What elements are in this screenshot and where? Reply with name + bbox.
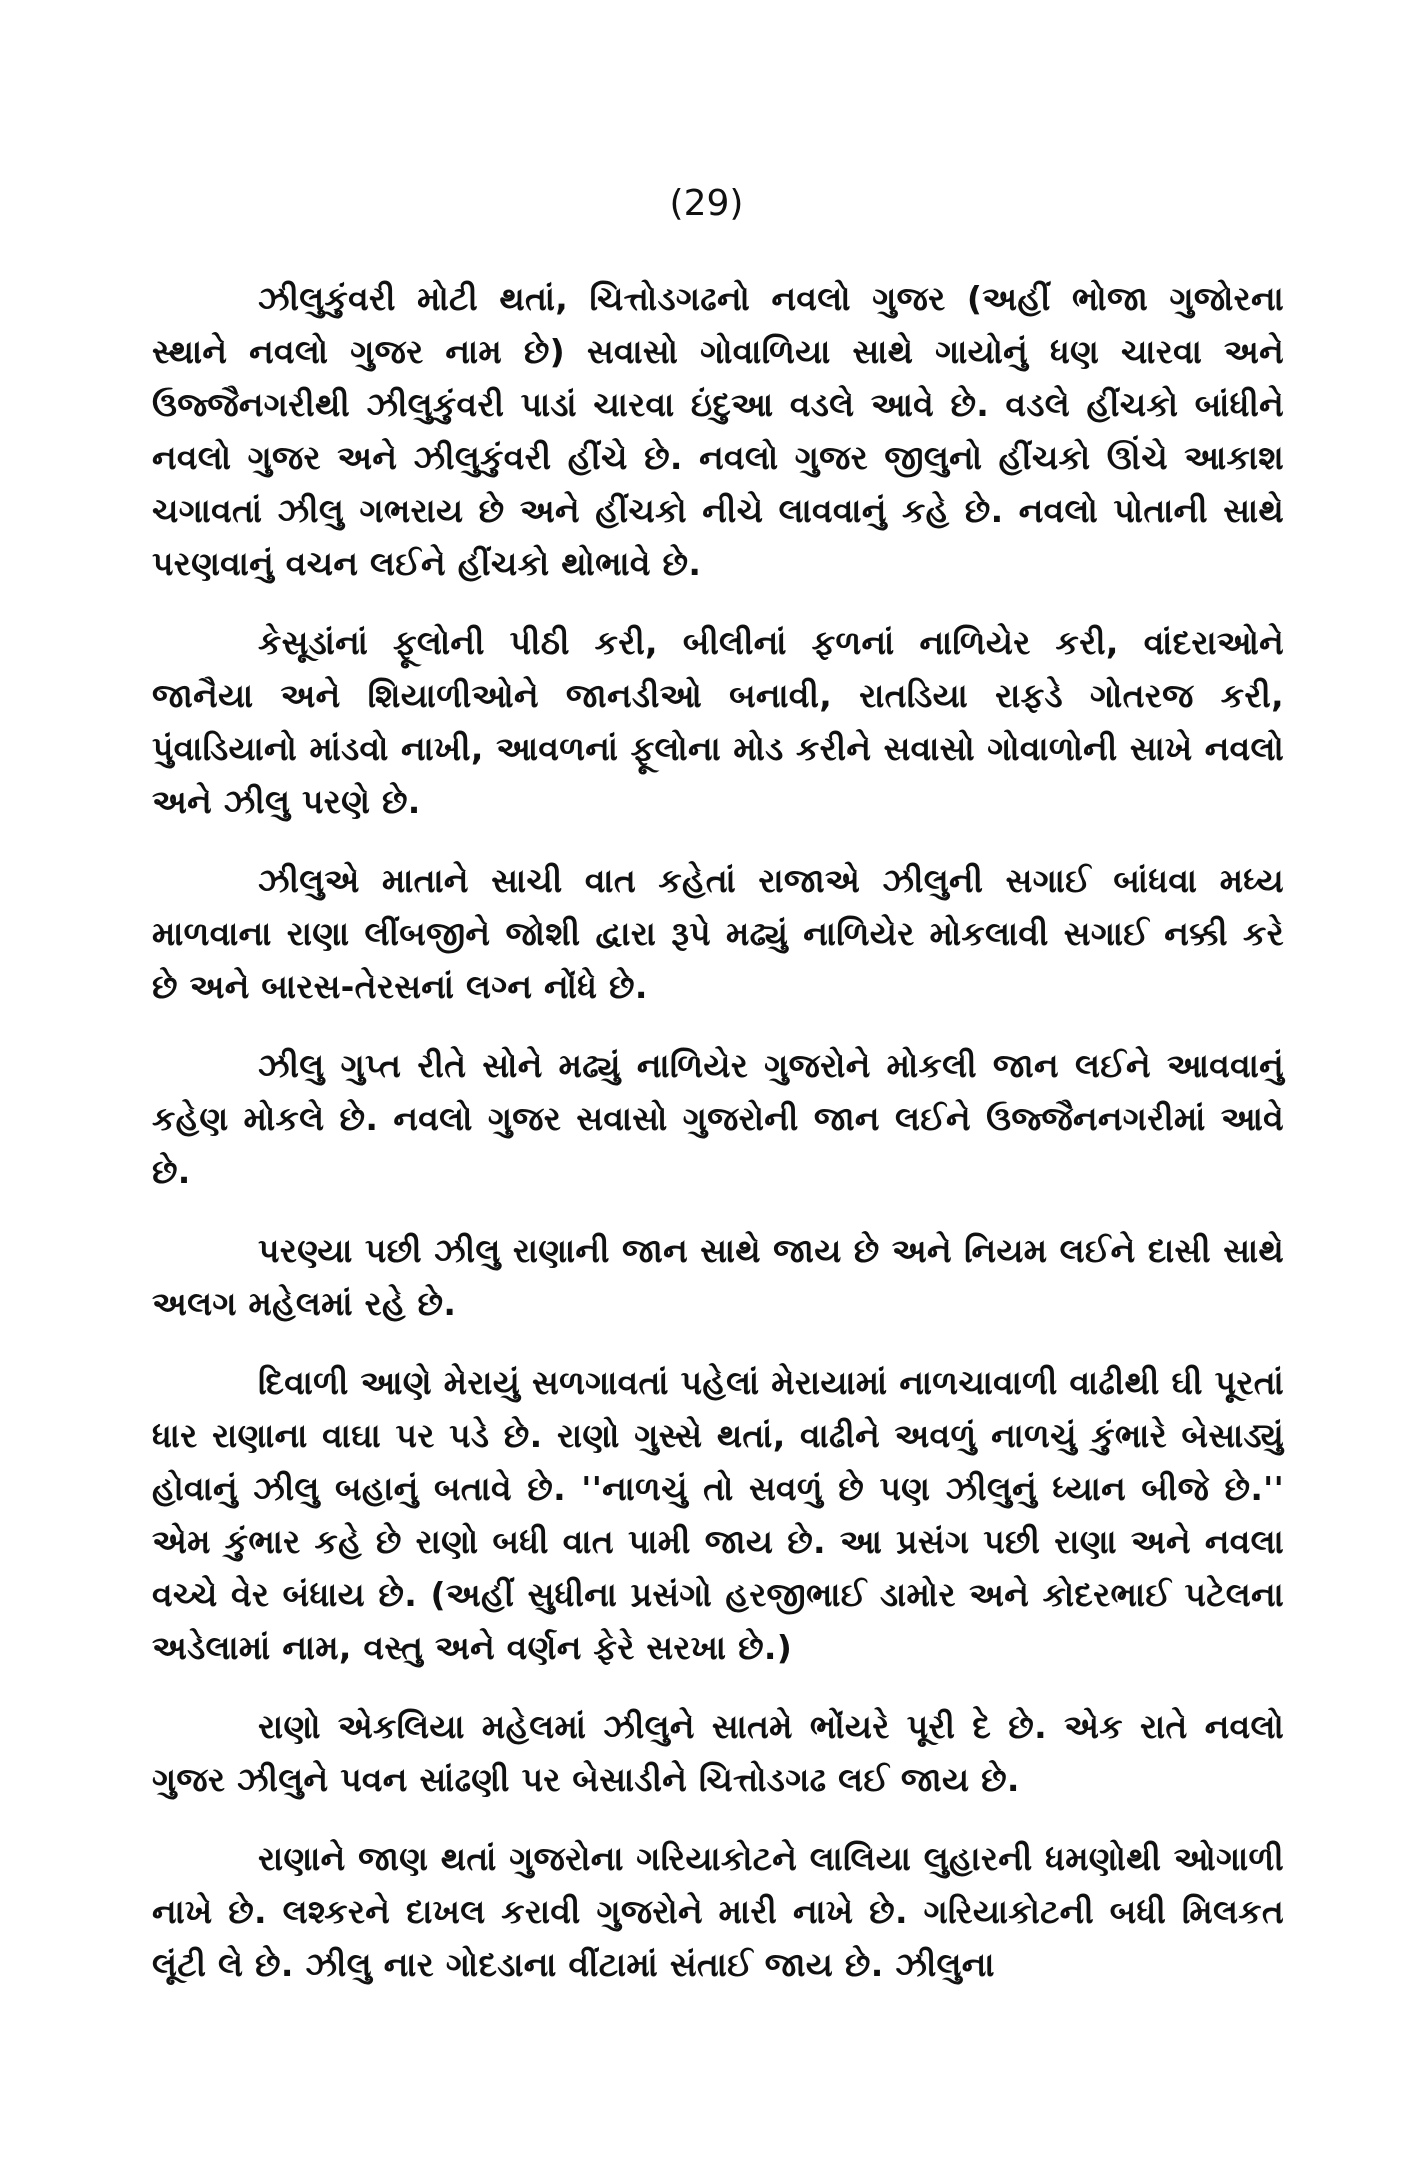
paragraph-1: ઝીલુકુંવરી મોટી થતાં, ચિત્તોડગઢનો નવલો ગુજર (અહીં ભોજા ગુજોરના સ્થાને નવલો ગુજર નામ છે) સવાસો ગોવાળિયા સાથે ગાયોનું ધણ ચારવા અને ઉજ્જૈનગરીથી ઝીલુકુંવરી પાડાં ચારવા ઇંદુઆ વડલે આવે છે. વડલે હીંચકો બાંધીને નવલો ગુજર અને ઝીલુકુંવરી હીંચે છે. નવલો ગુજર જીલુનો હીંચકો ઊંચે આકાશ ચગાવતાં ઝીલુ ગભરાય છે અને હીંચકો નીચે લાવવાનું કહે છે. નવલો પોતાની સાથે પરણવાનું વચન લઈને હીંચકો થોભાવે છે. [152, 279, 1284, 583]
page-number: (29) [669, 183, 744, 224]
paragraph-6: દિવાળી આણે મેરાયું સળગાવતાં પહેલાં મેરાયામાં નાળચાવાળી વાઢીથી ઘી પૂરતાં ધાર રાણાના વાઘા પર પડે છે. રાણો ગુસ્સે થતાં, વાઢીને અવળું નાળચું કુંભારે બેસાડ્યું હોવાનું ઝીલુ બહાનું બતાવે છે. ''નાળચું તો સવળું છે પણ ઝીલુનું ધ્યાન બીજે છે.'' એમ કુંભાર કહે છે રાણો બધી વાત પામી જાય છે. આ પ્રસંગ પછી રાણા અને નવલા વચ્ચે વેર બંધાય છે. (અહીં સુધીના પ્રસંગો હરજીભાઈ ડામોર અને કોદરભાઈ પટેલના અડેલામાં નામ, વસ્તુ અને વર્ણન ફેરે સરખા છે.) [152, 1363, 1284, 1667]
body-text [152, 272, 1284, 2017]
paragraph-8: રાણાને જાણ થતાં ગુજરોના ગરિયાકોટને લાલિયા લુહારની ધમણોથી ઓગાળી નાખે છે. લશ્કરને દાખલ કરાવી ગુજરોને મારી નાખે છે. ગરિયાકોટની બધી મિલકત લૂંટી લે છે. ઝીલુ નાર ગોદડાના વીંટામાં સંતાઈ જાય છે. ઝીલુના [152, 1839, 1284, 1984]
paragraph-3: ઝીલુએ માતાને સાચી વાત કહેતાં રાજાએ ઝીલુની સગાઈ બાંધવા મધ્ય માળવાના રાણા લીંબજીને જોશી દ્વારા રૂપે મઢ્યું નાળિયેર મોકલાવી સગાઈ નક્કી કરે છે અને બારસ-તેરસનાં લગ્ન નોંધે છે. [152, 861, 1284, 1006]
paragraph-4: ઝીલુ ગુપ્ત રીતે સોને મઢ્યું નાળિયેર ગુજરોને મોકલી જાન લઈને આવવાનું કહેણ મોકલે છે. નવલો ગુજર સવાસો ગુજરોની જાન લઈને ઉજ્જૈનનગરીમાં આવે છે. [152, 1046, 1284, 1191]
paragraph-5: પરણ્યા પછી ઝીલુ રાણાની જાન સાથે જાય છે અને નિયમ લઈને દાસી સાથે અલગ મહેલમાં રહે છે. [152, 1231, 1284, 1323]
paragraph-2: કેસૂડાંનાં ફૂલોની પીઠી કરી, બીલીનાં ફળનાં નાળિયેર કરી, વાંદરાઓને જાનૈયા અને શિયાળીઓને જાનડીઓ બનાવી, રાતડિયા રાફડે ગોતરજ કરી, પુંવાડિયાનો માંડવો નાખી, આવળનાં ફૂલોના મોડ કરીને સવાસો ગોવાળોની સાખે નવલો અને ઝીલુ પરણે છે. [152, 623, 1284, 821]
paragraph-7: રાણો એકલિયા મહેલમાં ઝીલુને સાતમે ભોંયરે પૂરી દે છે. એક રાતે નવલો ગુજર ઝીલુને પવન સાંઢણી પર બેસાડીને ચિત્તોડગઢ લઈ જાય છે. [152, 1707, 1284, 1799]
